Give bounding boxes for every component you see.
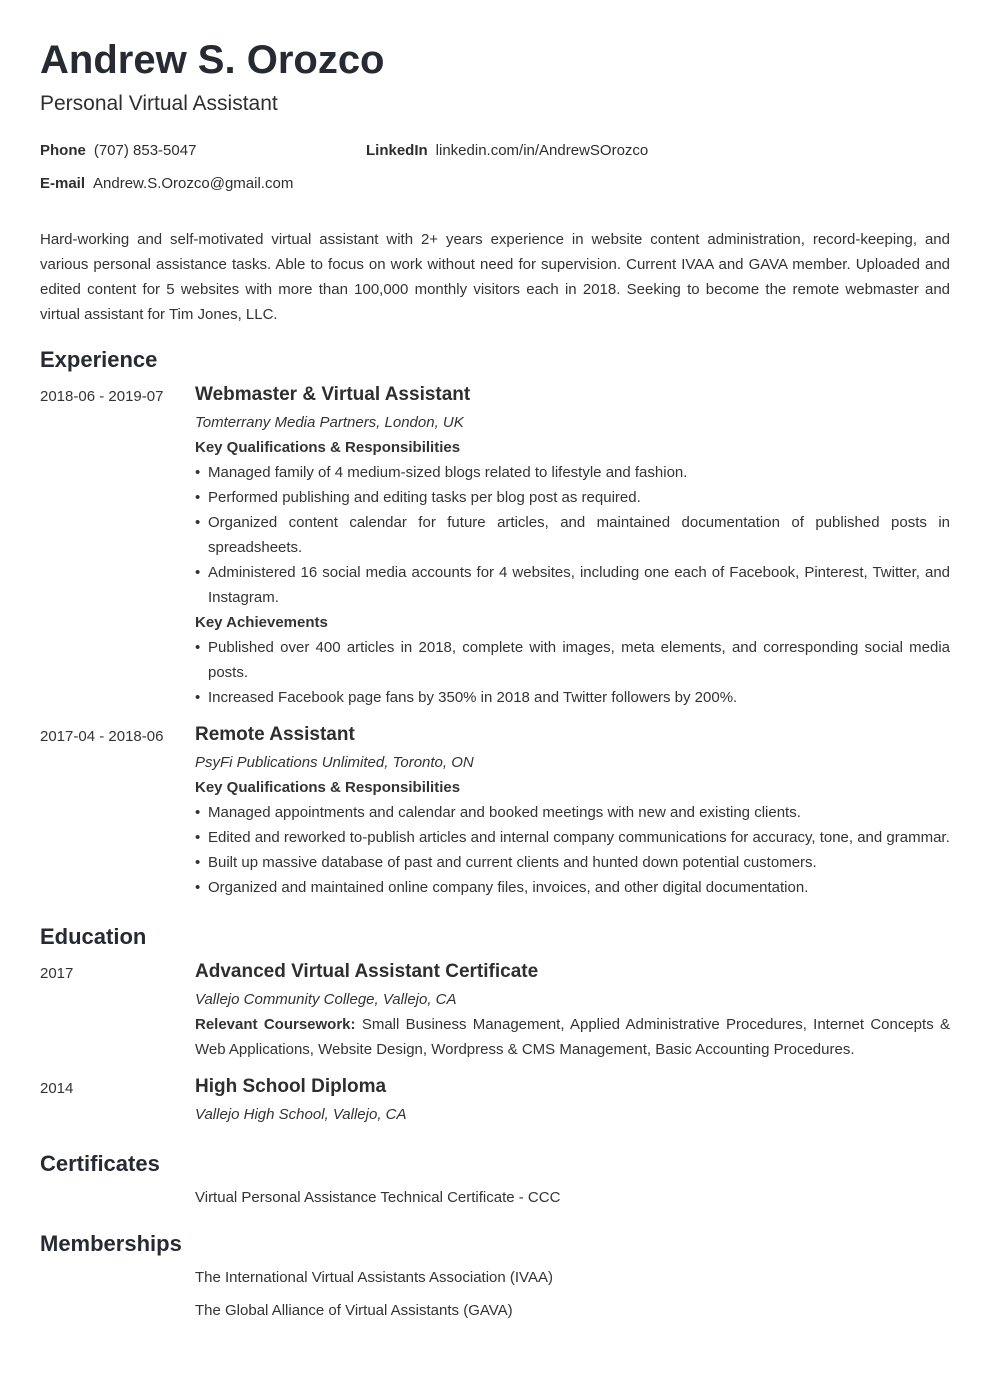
- linkedin-link[interactable]: linkedin.com/in/AndrewSOrozco: [435, 142, 649, 159]
- responsibilities-list: [195, 460, 950, 610]
- achievements-list: [195, 635, 950, 710]
- phone-value: (707) 853-5047: [93, 142, 197, 159]
- responsibilities-list: [195, 800, 950, 900]
- coursework-text: Small Business Management, Applied Administrative Procedures, Internet Concepts & Web Applications, Website Design, Wordpress & CMS Management, Basic Accounting Procedures.: [195, 1016, 950, 1058]
- list-item: • Organized content calendar for future articles, and maintained documentation of published posts in spreadsheets.: [195, 510, 950, 560]
- list-item: • Built up massive database of past and current clients and hunted down potential customers.: [195, 850, 950, 875]
- list-item: • Performed publishing and editing tasks per blog post as required.: [195, 485, 950, 510]
- education-year: 2014: [40, 1080, 74, 1097]
- list-item: • Managed appointments and calendar and booked meetings with new and existing clients.: [195, 800, 950, 825]
- responsibilities-heading: Key Qualifications & Responsibilities: [195, 439, 461, 456]
- school-name: Vallejo Community College, Vallejo, CA: [195, 991, 457, 1008]
- job-dates: 2018-06 - 2019-07: [40, 388, 164, 405]
- email-link[interactable]: Andrew.S.Orozco@gmail.com: [93, 175, 294, 192]
- certificate-item: Virtual Personal Assistance Technical Certificate - CCC: [195, 1189, 561, 1206]
- certificates-heading: Certificates: [40, 1151, 160, 1176]
- job-title: Webmaster & Virtual Assistant: [195, 384, 471, 405]
- summary-paragraph: Hard-working and self-motivated virtual assistant with 2+ years experience in website content administration, record-keeping, and various personal assistance tasks. Able to focus on work without need for supervision. Current IVAA and GAVA member. Uploaded and edited content for 5 websites with more than 100,000 monthly visitors each in 2018. Seeking to become the remote webmaster and virtual assistant for Tim Jones, LLC.: [40, 231, 950, 323]
- degree-title: High School Diploma: [195, 1076, 387, 1097]
- experience-heading: Experience: [40, 347, 158, 372]
- education-year: 2017: [40, 965, 74, 982]
- education-heading: Education: [40, 924, 147, 949]
- coursework: [195, 1012, 950, 1062]
- coursework-label: Relevant Coursework:: [195, 1016, 356, 1033]
- phone-label: Phone: [40, 142, 86, 159]
- job-dates: 2017-04 - 2018-06: [40, 728, 164, 745]
- responsibilities-heading: Key Qualifications & Responsibilities: [195, 779, 461, 796]
- email-label: E-mail: [40, 175, 86, 192]
- job-title: Remote Assistant: [195, 724, 355, 745]
- list-item: • Organized and maintained online company files, invoices, and other digital documentation.: [195, 875, 950, 900]
- list-item: • Administered 16 social media accounts for 4 websites, including one each of Facebook, Pinterest, Twitter, and Instagram.: [195, 560, 950, 610]
- contact-linkedin: [366, 141, 648, 161]
- linkedin-label: LinkedIn: [366, 142, 428, 159]
- list-item: • Published over 400 articles in 2018, complete with images, meta elements, and corresponding social media posts.: [195, 635, 950, 685]
- job-employer: Tomterrany Media Partners, London, UK: [195, 414, 464, 431]
- school-name: Vallejo High School, Vallejo, CA: [195, 1106, 407, 1123]
- list-item: • Increased Facebook page fans by 350% in 2018 and Twitter followers by 200%.: [195, 685, 950, 710]
- membership-item: The International Virtual Assistants Association (IVAA): [195, 1269, 553, 1286]
- achievements-heading: Key Achievements: [195, 614, 328, 631]
- job-employer: PsyFi Publications Unlimited, Toronto, ON: [195, 754, 474, 771]
- list-item: • Managed family of 4 medium-sized blogs related to lifestyle and fashion.: [195, 460, 950, 485]
- membership-item: The Global Alliance of Virtual Assistants (GAVA): [195, 1302, 513, 1319]
- list-item: • Edited and reworked to-publish articles and internal company communications for accuracy, tone, and grammar.: [195, 825, 950, 850]
- degree-title: Advanced Virtual Assistant Certificate: [195, 961, 539, 982]
- contact-email: [40, 174, 293, 194]
- memberships-heading: Memberships: [40, 1231, 182, 1256]
- contact-phone: [40, 141, 196, 161]
- candidate-name: Andrew S. Orozco: [40, 38, 385, 82]
- candidate-title: Personal Virtual Assistant: [40, 92, 278, 115]
